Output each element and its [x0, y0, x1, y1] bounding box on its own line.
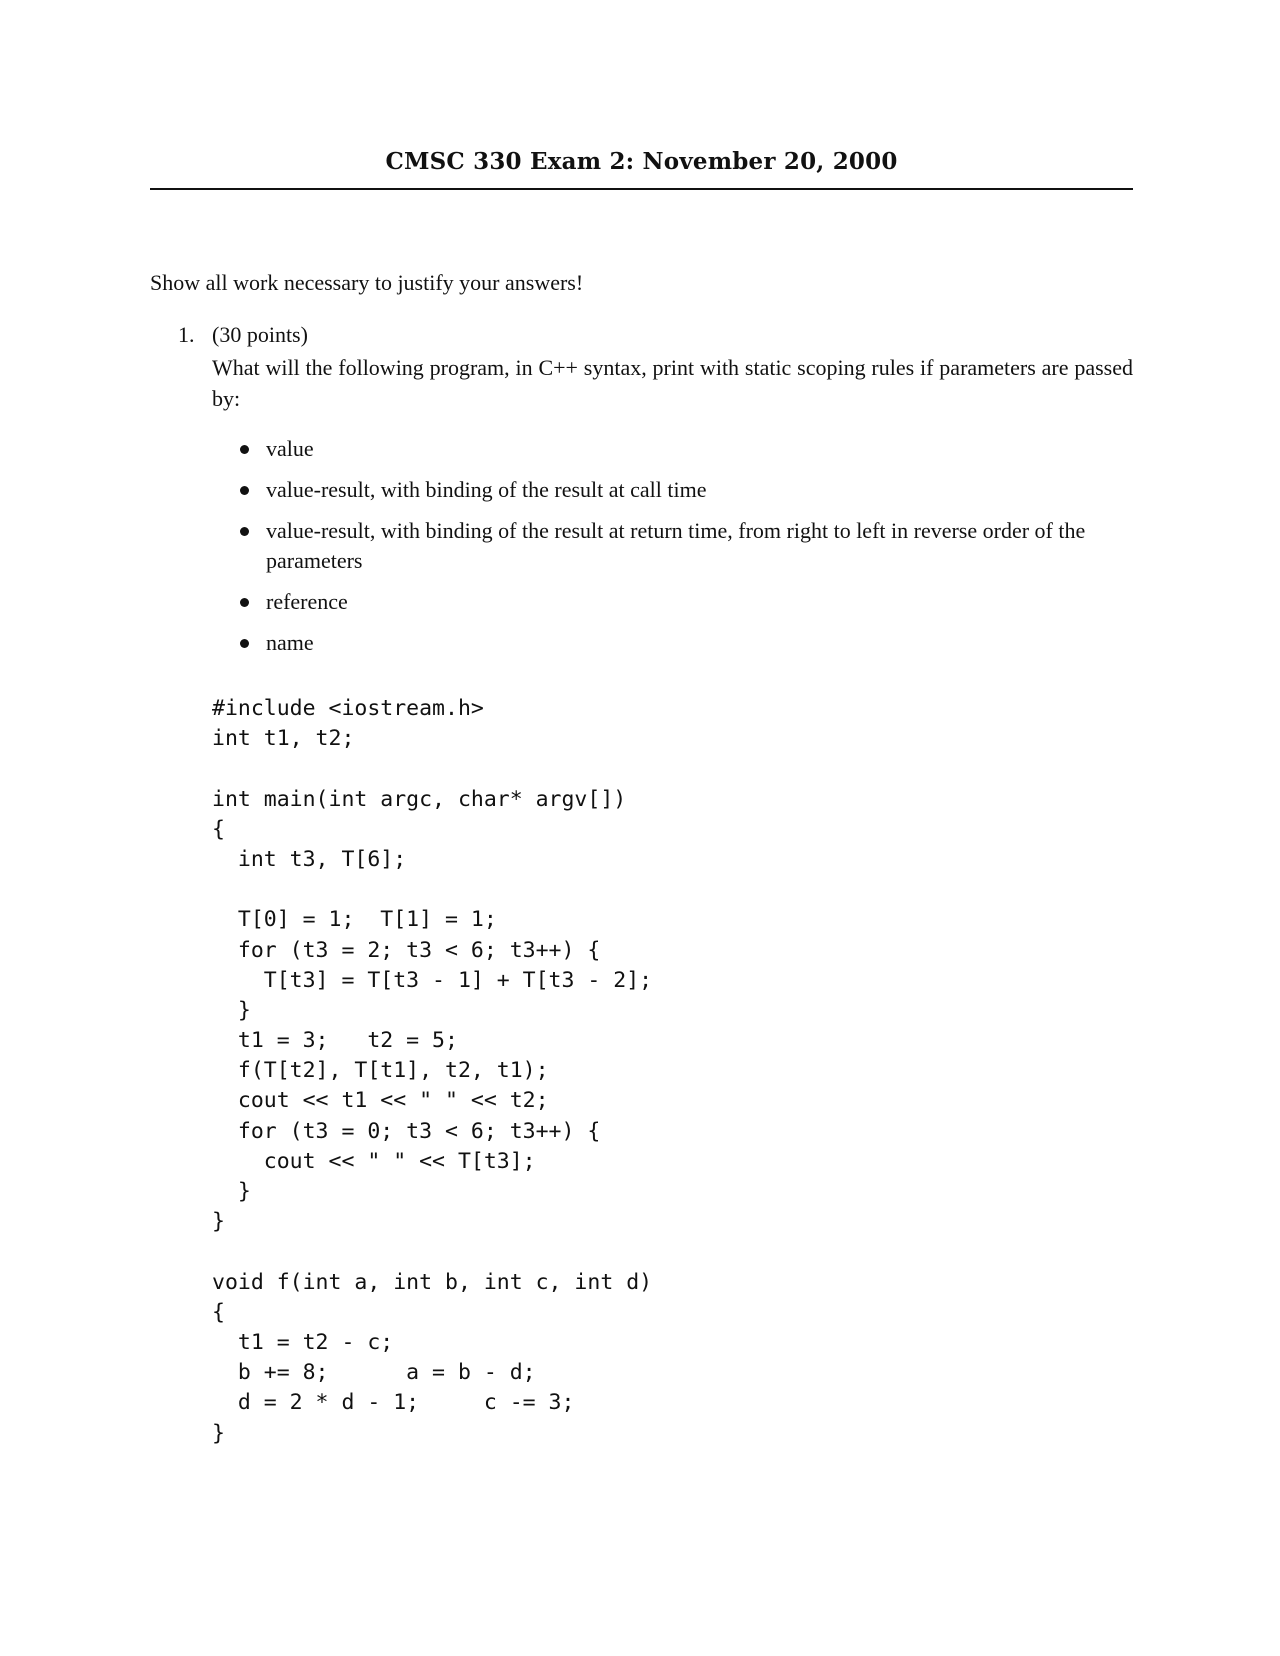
code-line: t1 = t2 - c;	[212, 1329, 394, 1355]
question-prompt: What will the following program, in C++ syntax, print with static scoping rules if parameters are passed by:	[212, 355, 1133, 411]
option-label: name	[266, 630, 314, 655]
code-line: f(T[t2], T[t1], t2, t1);	[212, 1058, 549, 1084]
bullet-icon	[240, 445, 249, 454]
option-label: value	[266, 436, 314, 461]
code-listing	[212, 694, 652, 1449]
code-line: T[0] = 1; T[1] = 1;	[212, 907, 497, 933]
code-line: }	[212, 1179, 251, 1204]
code-line: b += 8; a = b - d;	[212, 1360, 536, 1386]
parameter-passing-options	[238, 434, 1133, 669]
question-points: (30 points)	[212, 322, 308, 347]
option-label: reference	[266, 589, 348, 614]
code-line: }	[212, 1420, 225, 1446]
exam-title: CMSC 330 Exam 2: November 20, 2000	[385, 148, 898, 175]
code-line	[212, 1237, 652, 1267]
list-item	[238, 587, 1133, 617]
instructions-text: Show all work necessary to justify your answers!	[150, 270, 584, 295]
code-line: #include <iostream.h>	[212, 696, 484, 721]
bullet-icon	[240, 639, 249, 648]
code-line: for (t3 = 0; t3 < 6; t3++) {	[212, 1118, 601, 1144]
bullet-icon	[240, 486, 249, 495]
code-line: }	[212, 997, 251, 1023]
code-line: cout << " " << T[t3];	[212, 1148, 536, 1174]
option-label: value-result, with binding of the result at return time, from right to left in reverse order of the parameters	[266, 518, 1086, 573]
code-line: for (t3 = 2; t3 < 6; t3++) {	[212, 937, 601, 963]
option-label: value-result, with binding of the result at call time	[266, 477, 707, 502]
title-divider	[150, 188, 1133, 190]
code-line: void f(int a, int b, int c, int d)	[212, 1269, 653, 1295]
code-line	[212, 754, 652, 784]
bullet-icon	[240, 598, 249, 607]
code-line: d = 2 * d - 1; c -= 3;	[212, 1390, 575, 1416]
list-item	[238, 628, 1133, 658]
code-line: {	[212, 1299, 225, 1325]
question-number: 1.	[178, 322, 195, 347]
list-item	[238, 475, 1133, 505]
list-item	[238, 516, 1133, 576]
code-line: int t3, T[6];	[212, 846, 407, 872]
code-line: t1 = 3; t2 = 5;	[212, 1028, 458, 1054]
code-line	[212, 875, 652, 905]
code-line: {	[212, 816, 225, 842]
list-item	[238, 434, 1133, 464]
code-line: cout << t1 << " " << t2;	[212, 1088, 549, 1114]
bullet-icon	[240, 527, 249, 536]
code-line: int main(int argc, char* argv[])	[212, 786, 627, 812]
code-line: }	[212, 1209, 225, 1235]
code-line: T[t3] = T[t3 - 1] + T[t3 - 2];	[212, 967, 653, 993]
code-line: int t1, t2;	[212, 726, 355, 752]
